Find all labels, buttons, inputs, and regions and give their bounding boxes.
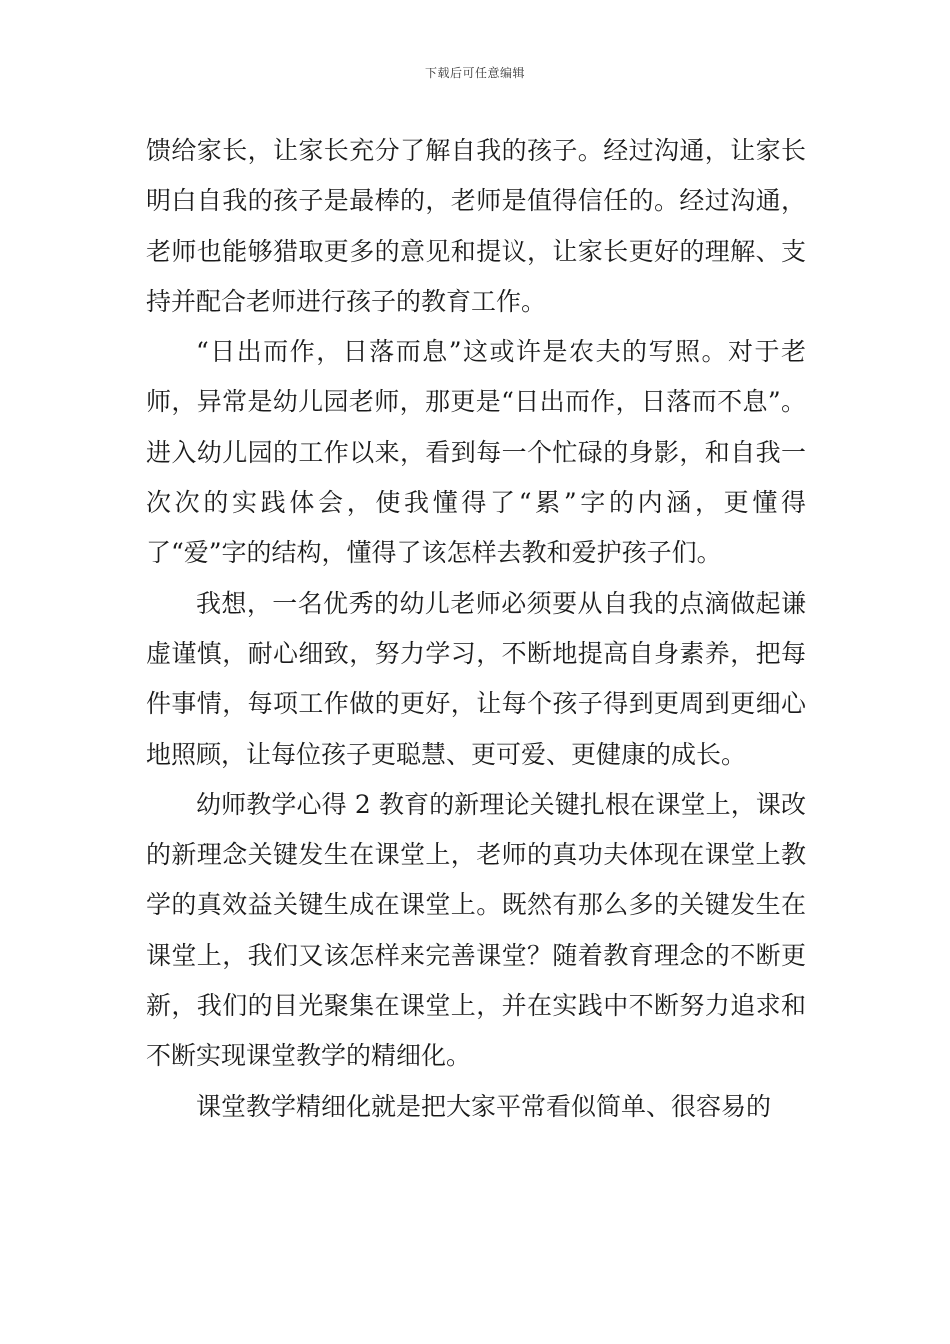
document-body [146, 126, 806, 1132]
page-header: 下载后可任意编辑 [424, 66, 525, 80]
paragraph-4: 幼师教学心得 2 教育的新理论关键扎根在课堂上，课改的新理念关键发生在课堂上，老师的真功夫体现在课堂上教学的真效益关键生成在课堂上。既然有那么多的关键发生在课堂上，我们又该怎样来完善课堂？随着教育理念的不断更新，我们的目光聚集在课堂上，并在实践中不断努力追求和不断实现课堂教学的精细化。 [146, 789, 806, 1071]
paragraph-2: “日出而作，日落而息”这或许是农夫的写照。对于老师，异常是幼儿园老师，那更是“日出而作，日落而不息”。进入幼儿园的工作以来，看到每一个忙碌的身影，和自我一次次的实践体会，使我懂得了“累”字的内涵，更懂得了“爱”字的结构，懂得了该怎样去教和爱护孩子们。 [146, 337, 806, 568]
paragraph-3: 我想，一名优秀的幼儿老师必须要从自我的点滴做起谦虚谨慎，耐心细致，努力学习，不断地提高自身素养，把每件事情，每项工作做的更好，让每个孩子得到更周到更细心地照顾，让每位孩子更聪慧、更可爱、更健康的成长。 [146, 588, 806, 769]
paragraph-1: 馈给家长，让家长充分了解自我的孩子。经过沟通，让家长明白自我的孩子是最棒的，老师是值得信任的。经过沟通，老师也能够猎取更多的意见和提议，让家长更好的理解、支持并配合老师进行孩子的教育工作。 [146, 136, 806, 316]
paragraph-5: 课堂教学精细化就是把大家平常看似简单、很容易的 [196, 1091, 772, 1121]
